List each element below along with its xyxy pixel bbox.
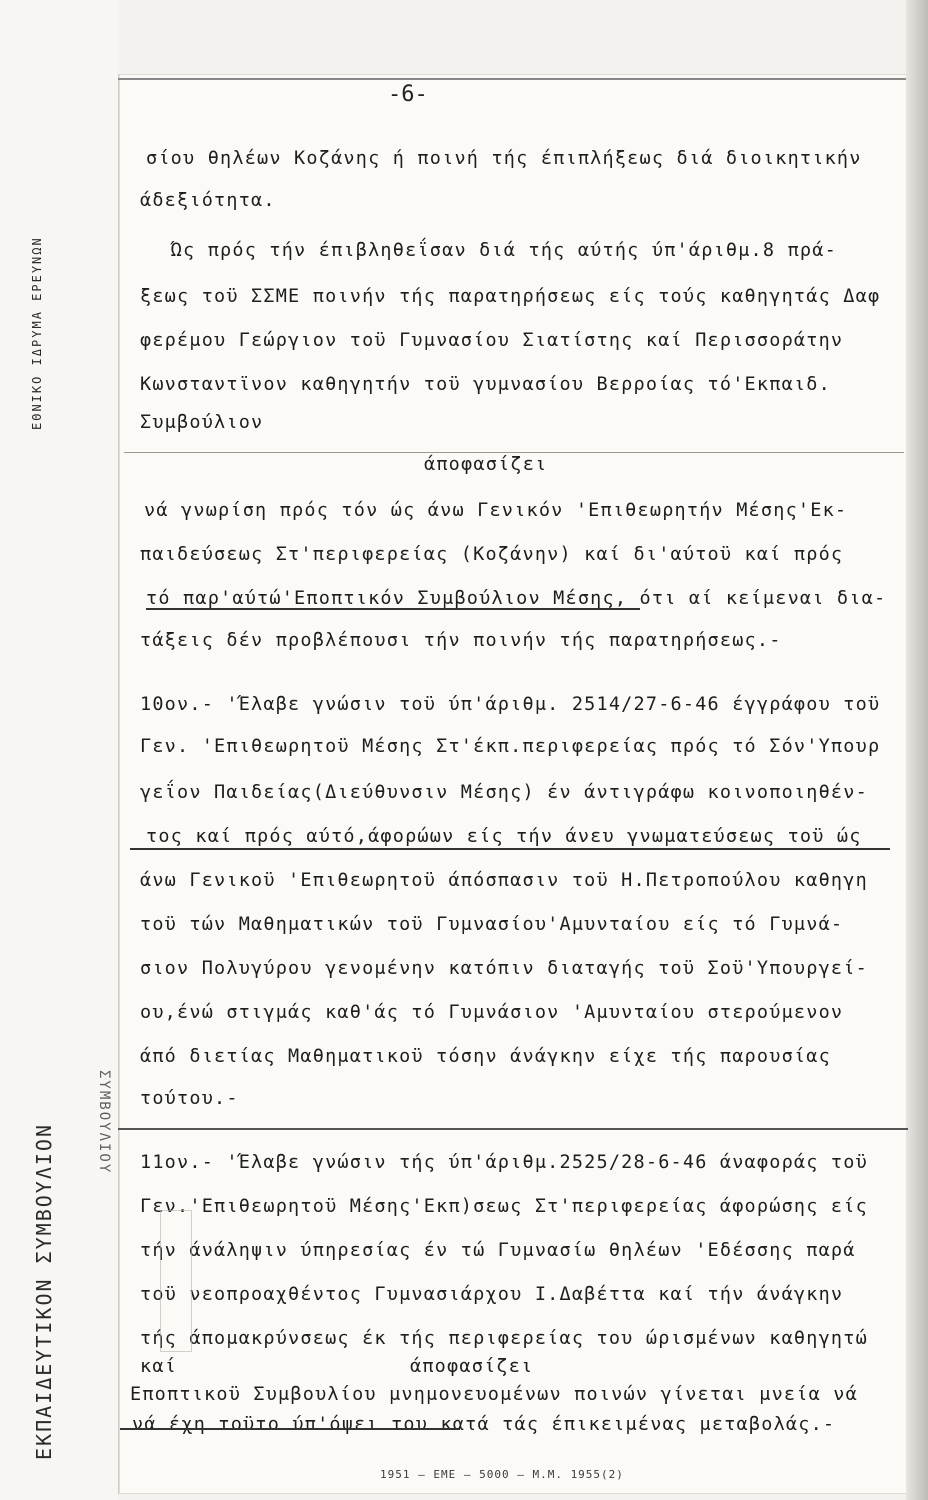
text-line: τος καί πρός αύτό,άφορώων είς τήν άνευ γνωματεύσεως τοϋ ώς: [146, 826, 862, 847]
strike-through: [120, 1428, 460, 1430]
text-line: τούτου.-: [140, 1088, 239, 1109]
text-line: νά γνωρίση πρός τόν ώς άνω Γενικόν 'Επιθεωρητήν Μέσης'Εκ-: [144, 500, 848, 521]
text-line: άπό διετίας Μαθηματικοϋ τόσην άνάγκην είχε τής παρουσίας: [140, 1046, 831, 1067]
margin-vertical-text-2: ΕΘΝΙΚΟ ΙΔΡΥΜΑ ΕΡΕΥΝΩΝ: [30, 236, 44, 430]
item-10-heading: 10ον.- 'Έλαβε γνώσιν τοϋ ύπ'άριθμ. 2514/27-6-46 έγγράφου τοϋ: [140, 694, 881, 715]
text-line: τοϋ νεοπροαχθέντος Γυμνασιάρχου Ι.Δαβέττα καί τήν άνάγκην: [140, 1284, 844, 1305]
text-line: Συμβούλιον: [140, 412, 264, 433]
page-number: -6-: [388, 82, 428, 107]
text-line: τής άπομακρύνσεως έκ τής περιφερείας του ώρισμένων καθηγητώ: [140, 1328, 868, 1349]
decision-heading: άποφασίζει: [410, 1356, 534, 1377]
text-line: ου,ένώ στιγμάς καθ'άς τό Γυμνάσιον 'Αμυνταίου στερούμενον: [140, 1002, 844, 1023]
left-margin-strip: [0, 0, 118, 1500]
text-line: παιδεύσεως Στ'περιφερείας (Κοζάνην) καί δι'αύτοϋ καί πρός: [140, 544, 844, 565]
text-line: τήν άνάληψιν ύπηρεσίας έν τώ Γυμνασίω θηλέων 'Εδέσσης παρά: [140, 1240, 856, 1261]
text-line: τό παρ'αύτώ'Εποπτικόν Συμβούλιον Μέσης, ότι αί κείμεναι δια-: [146, 588, 887, 609]
section-rule: [124, 452, 904, 453]
faint-stamp: [160, 1210, 192, 1352]
text-line: άνω Γενικοϋ 'Επιθεωρητοϋ άπόσπασιν τοϋ Η.Πετροπούλου καθηγη: [140, 870, 868, 891]
text-line: Κωνσταντϊνον καθηγητήν τοϋ γυμνασίου Βερροίας τό'Εκπαιδ.: [140, 374, 831, 395]
page-right-edge: [906, 0, 928, 1500]
text-line: Γεν. 'Επιθεωρητοϋ Μέσης Στ'έκπ.περιφερείας πρός τό Σόν'Υπουρ: [140, 736, 881, 757]
text-line: τάξεις δέν προβλέπουσι τήν ποινήν τής παρατηρήσεως.-: [140, 630, 782, 651]
section-rule: [118, 1128, 908, 1130]
text-line: Εποπτικοϋ Συμβουλίου μνημονευομένων ποινών γίνεται μνεία νά: [130, 1384, 858, 1405]
text-line: σιον Πολυγύρου γενομένην κατόπιν διαταγής τοϋ Σοϋ'Υπουργεί-: [140, 958, 868, 979]
text-line: τοϋ τών Μαθηματικών τοϋ Γυμνασίου'Αμυνταίου είς τό Γυμνά-: [140, 914, 844, 935]
text-line: σίου θηλέων Κοζάνης ή ποινή τής έπιπλήξεως διά διοικητικήν: [146, 148, 862, 169]
footer-print-code: 1951 — ΕΜΕ — 5000 — Μ.Μ. 1955(2): [380, 1468, 624, 1481]
page-top-border: [118, 78, 908, 80]
text-line: καί: [140, 1356, 178, 1377]
text-line: ξεως τοϋ ΣΣΜΕ ποινήν τής παρατηρήσεως είς τούς καθηγητάς Δαφ: [140, 286, 881, 307]
decision-heading: άποφασίζει: [424, 454, 548, 475]
text-line: Ώς πρός τήν έπιβληθεΐσαν διά τής αύτής ύπ'άριθμ.8 πρά-: [146, 240, 837, 261]
item-11-heading: 11ον.- 'Έλαβε γνώσιν τής ύπ'άριθμ.2525/28-6-46 άναφοράς τοϋ: [140, 1152, 868, 1173]
text-line: Γεν.'Επιθεωρητοϋ Μέσης'Εκπ)σεως Στ'περιφερείας άφορώσης είς: [140, 1196, 868, 1217]
text-line: νά έχη τοϋτο ύπ'όψει του κατά τάς έπικειμένας μεταβολάς.-: [132, 1414, 836, 1435]
text-line: άδεξιότητα.: [140, 190, 276, 211]
margin-vertical-text-1: ΕΚΠΑΙΔΕΥΤΙΚΟΝ ΣΥΜΒΟΥΛΙΟΝ: [32, 1123, 56, 1460]
underline: [146, 608, 640, 610]
text-line: γεΐον Παιδείας(Διεύθυνσιν Μέσης) έν άντιγράφω κοινοποιηθέν-: [140, 782, 868, 803]
text-line: φερέμου Γεώργιον τοϋ Γυμνασίου Σιατίστης καί Περισσοράτην: [140, 330, 844, 351]
underline: [130, 848, 890, 850]
margin-vertical-text-3: ΣΥΜΒΟΥΛΙΟΥ: [96, 1070, 112, 1175]
